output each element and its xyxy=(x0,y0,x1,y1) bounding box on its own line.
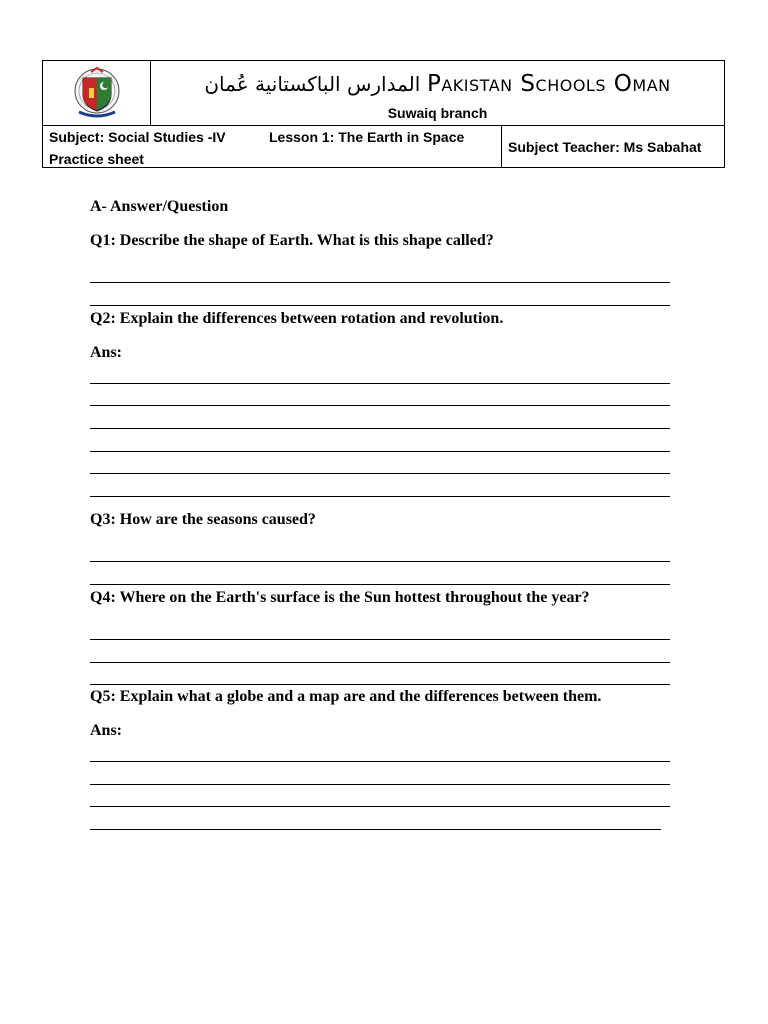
answer-line[interactable] xyxy=(90,282,670,283)
answer-line[interactable] xyxy=(90,584,670,585)
school-crest-icon xyxy=(69,66,125,120)
teacher-cell xyxy=(502,126,724,168)
header-info-row xyxy=(43,125,724,168)
subject-cell xyxy=(43,126,502,168)
branch-name: Suwaiq branch xyxy=(387,105,488,121)
answer-line[interactable] xyxy=(90,496,670,497)
title-cell xyxy=(151,61,724,125)
question-5: Q5: Explain what a globe and a map are and the differences between them. xyxy=(90,688,602,705)
school-name-english: Pakistan Schools Oman xyxy=(426,71,671,97)
logo-cell xyxy=(43,61,151,125)
answer-line[interactable] xyxy=(90,684,670,685)
answer-line[interactable] xyxy=(90,305,670,306)
answer-line[interactable] xyxy=(90,561,670,562)
teacher-label: Subject Teacher: Ms Sabahat xyxy=(508,139,702,155)
sheet-type-label: Practice sheet xyxy=(49,151,144,167)
question-4: Q4: Where on the Earth's surface is the Sun hottest throughout the year? xyxy=(90,589,590,606)
answer-line[interactable] xyxy=(90,784,670,785)
school-name-arabic: المدارس الباكستانية عُمان xyxy=(204,72,421,96)
answer-line[interactable] xyxy=(90,383,670,384)
answer-line[interactable] xyxy=(90,639,670,640)
question-1: Q1: Describe the shape of Earth. What is this shape called? xyxy=(90,232,494,249)
question-3: Q3: How are the seasons caused? xyxy=(90,511,316,528)
answer-line[interactable] xyxy=(90,761,670,762)
question-2: Q2: Explain the differences between rotation and revolution. xyxy=(90,310,504,327)
school-name xyxy=(151,71,724,97)
answer-line[interactable] xyxy=(90,662,670,663)
answer-line[interactable] xyxy=(90,451,670,452)
section-title: A- Answer/Question xyxy=(90,198,229,215)
answer-label: Ans: xyxy=(90,344,123,361)
subject-label: Subject: Social Studies -IV xyxy=(49,129,226,145)
answer-line[interactable] xyxy=(90,405,670,406)
answer-line[interactable] xyxy=(90,473,670,474)
header-table xyxy=(42,60,725,168)
answer-line[interactable] xyxy=(90,806,670,807)
answer-line[interactable] xyxy=(90,428,670,429)
lesson-label: Lesson 1: The Earth in Space xyxy=(269,129,465,145)
answer-label: Ans: xyxy=(90,722,123,739)
answer-line[interactable] xyxy=(90,829,661,830)
